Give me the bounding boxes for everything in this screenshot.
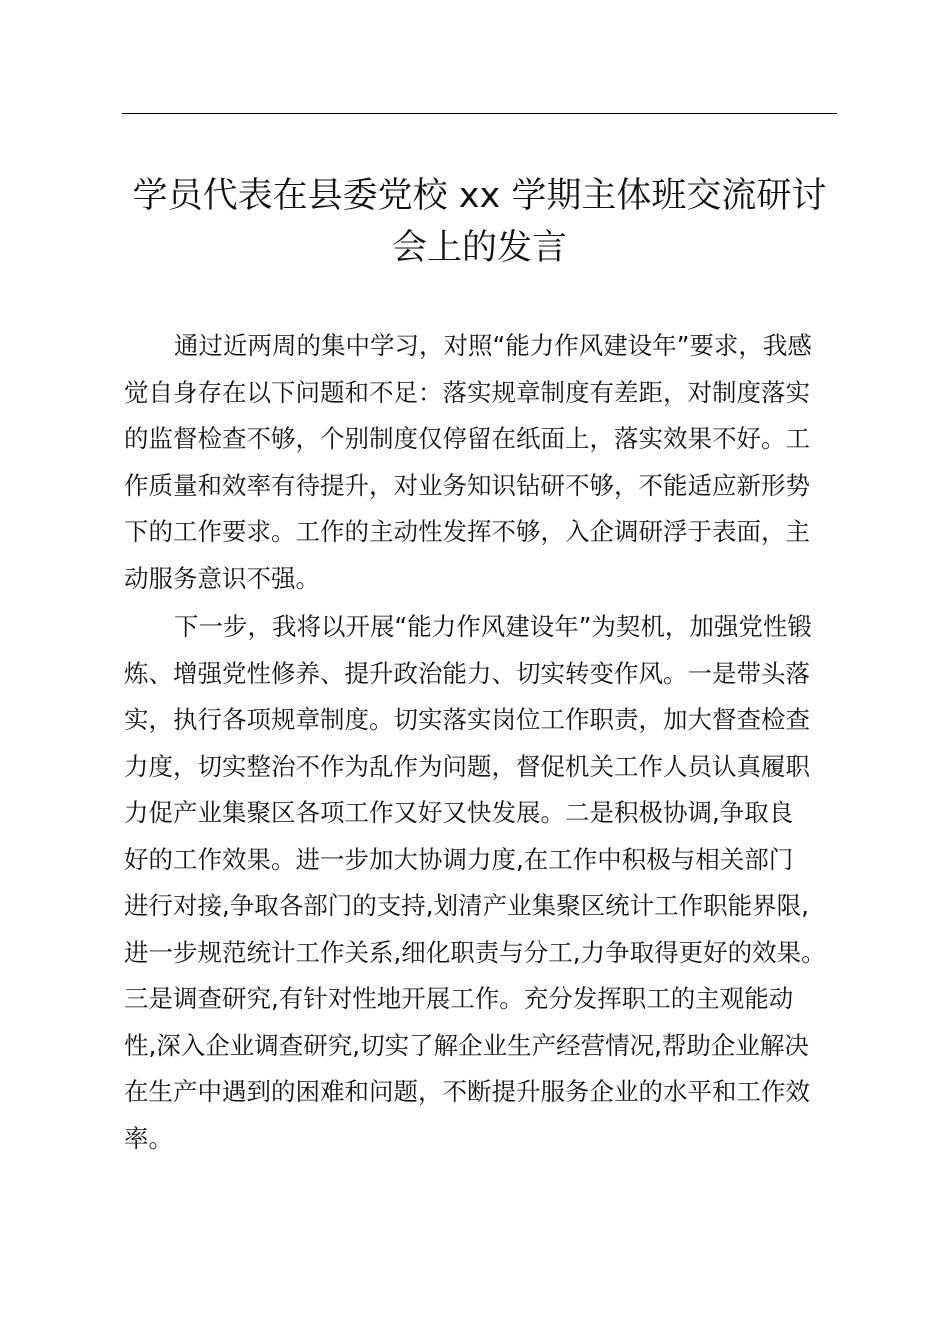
paragraph-2-line: 进一步规范统计工作关系,细化职责与分工,力争取得更好的效果。 xyxy=(124,937,826,967)
paragraph-1-line: 通过近两周的集中学习，对照“能力作风建设年”要求，我感 xyxy=(174,331,812,360)
document-title xyxy=(122,170,837,274)
paragraph-1-line: 下的工作要求。工作的主动性发挥不够，入企调研浮于表面，主 xyxy=(124,517,810,546)
paragraph-1-line: 的监督检查不够，个别制度仅停留在纸面上，落实效果不好。工 xyxy=(124,424,810,453)
paragraph-2-line: 下一步，我将以开展“能力作风建设年”为契机，加强党性锻 xyxy=(174,612,812,641)
paragraph-2-line: 率。 xyxy=(124,1123,173,1153)
paragraph-2-line: 好的工作效果。进一步加大协调力度,在工作中积极与相关部门 xyxy=(124,844,794,874)
title-line-2: 会上的发言 xyxy=(391,228,567,268)
paragraph-2-line: 力促产业集聚区各项工作又好又快发展。二是积极协调,争取良 xyxy=(124,798,794,827)
paragraph-2-line: 力度，切实整治不作为乱作为问题，督促机关工作人员认真履职 xyxy=(124,751,810,781)
paragraph-2-line: 进行对接,争取各部门的支持,划清产业集聚区统计工作职能界限, xyxy=(124,891,809,920)
paragraph-2-line: 性,深入企业调查研究,切实了解企业生产经营情况,帮助企业解决 xyxy=(124,1030,809,1060)
paragraph-2-line: 三是调查研究,有针对性地开展工作。充分发挥职工的主观能动 xyxy=(124,984,794,1013)
paragraph-2-line: 在生产中遇到的困难和问题，不断提升服务企业的水平和工作效 xyxy=(124,1077,810,1106)
paragraph-1-line: 觉自身存在以下问题和不足：落实规章制度有差距，对制度落实 xyxy=(124,377,810,407)
paragraph-2-line: 炼、增强党性修养、提升政治能力、切实转变作风。一是带头落 xyxy=(124,658,810,688)
header-rule xyxy=(122,113,837,114)
paragraph-2 xyxy=(124,604,840,1162)
paragraph-1-line: 动服务意识不强。 xyxy=(124,563,320,593)
paragraph-1-line: 作质量和效率有待提升，对业务知识钻研不够，不能适应新形势 xyxy=(124,470,810,500)
title-line-1: 学员代表在县委党校 xx 学期主体班交流研讨 xyxy=(132,176,827,216)
paragraph-2-line: 实，执行各项规章制度。切实落实岗位工作职责，加大督查检查 xyxy=(124,705,810,734)
paragraph-1 xyxy=(124,323,840,602)
document-body xyxy=(124,323,840,1162)
